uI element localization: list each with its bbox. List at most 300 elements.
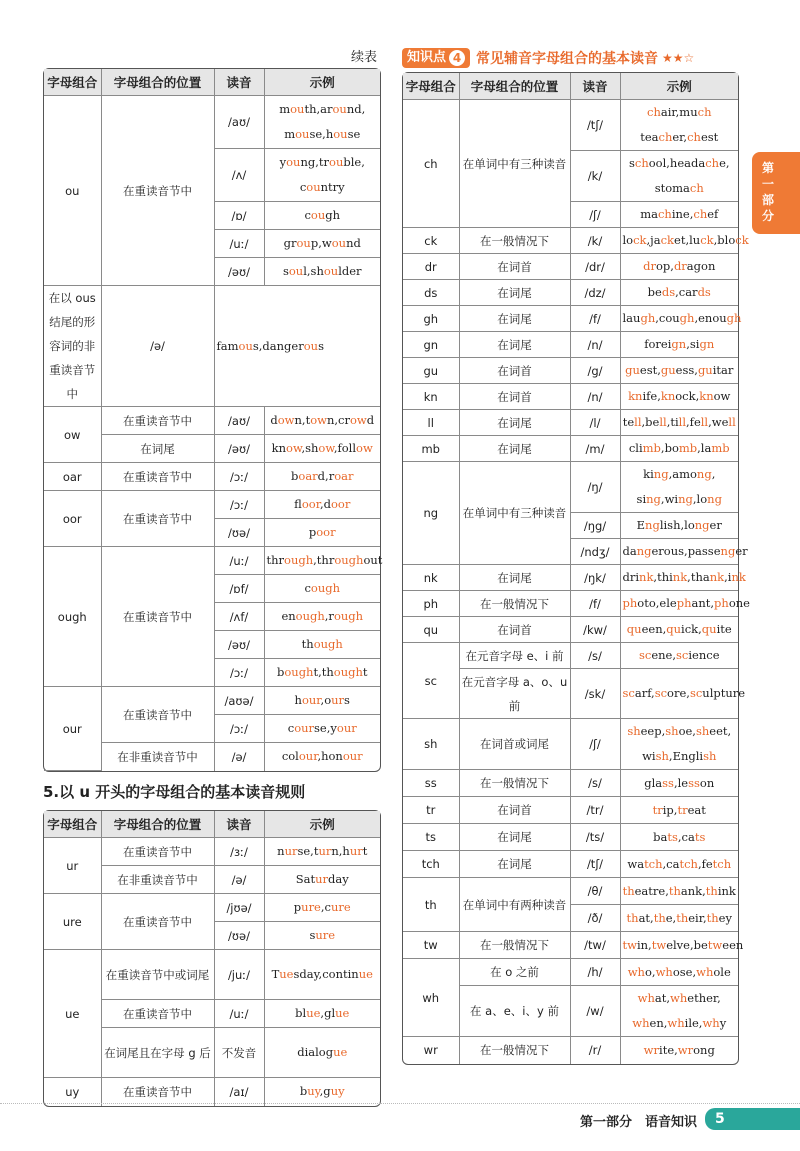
example-text: y — [279, 155, 287, 169]
u-combo-table — [44, 811, 380, 1106]
position-cell: 在元音字母 a、o、u 前 — [459, 669, 570, 719]
highlighted-letters: ph — [622, 596, 638, 610]
example-cell — [620, 202, 738, 228]
example-text: si — [636, 492, 647, 506]
highlighted-letters: our — [301, 693, 321, 707]
pronunciation-cell: /ə/ — [101, 286, 214, 407]
header-example: 示例 — [264, 69, 380, 96]
example-text: ey — [718, 910, 732, 925]
example-text: ant, — [691, 596, 715, 610]
example-text: erous,passe — [651, 544, 721, 558]
header-pronunciation: 读音 — [570, 73, 620, 100]
example-text: ,foll — [333, 441, 357, 455]
pronunciation-cell: /tʃ/ — [570, 100, 620, 151]
highlighted-letters: our — [336, 721, 357, 735]
table-row — [403, 719, 738, 770]
example-text: oe, — [678, 724, 696, 738]
example-text: te — [622, 415, 635, 429]
letter-combo-cell: tr — [403, 797, 459, 824]
table-row — [403, 959, 738, 986]
example-cell — [264, 838, 380, 866]
highlighted-letters: ph — [714, 596, 729, 610]
letter-combo-cell: wh — [403, 959, 459, 1037]
position-cell: 在词尾 — [459, 824, 570, 851]
position-cell: 在重读音节中 — [101, 838, 214, 866]
example-cell — [620, 824, 738, 851]
table-row — [403, 565, 738, 591]
position-cell: 在词首 — [459, 617, 570, 643]
pronunciation-cell: /n/ — [570, 332, 620, 358]
highlighted-letters: ue — [335, 1006, 350, 1020]
example-text: day — [328, 872, 349, 886]
position-cell: 在一般情况下 — [459, 932, 570, 959]
highlighted-letters: kn — [699, 389, 714, 403]
highlighted-letters: ch — [693, 207, 708, 221]
example-text: ,thr — [313, 553, 335, 567]
example-cell — [620, 436, 738, 462]
highlighted-letters: sh — [665, 724, 679, 738]
example-text: ,we — [708, 415, 729, 429]
highlighted-letters: ng — [694, 518, 710, 532]
table-body — [403, 100, 750, 1064]
example-text: ick, — [681, 622, 702, 636]
position-cell: 在 a、e、i、y 前 — [459, 986, 570, 1037]
example-text: ine, — [671, 207, 694, 221]
example-text: ite, — [659, 1042, 678, 1057]
header-position: 字母组合的位置 — [101, 811, 214, 838]
highlighted-letters: ch — [687, 130, 701, 144]
highlighted-letters: gu — [625, 363, 640, 377]
example-cell — [620, 100, 738, 151]
letter-combo-cell: ll — [403, 410, 459, 436]
position-cell: 在以 ous 结尾的形容词的非重读音节中 — [44, 286, 101, 407]
example-cell — [620, 851, 738, 878]
highlighted-letters: our — [298, 749, 318, 764]
pronunciation-cell: /ɔː/ — [214, 659, 264, 687]
example-text: ,bo — [660, 441, 679, 455]
table-row — [403, 643, 738, 669]
table-row — [44, 286, 380, 407]
highlighted-letters: ts — [667, 829, 678, 844]
letter-combo-cell: oar — [44, 463, 101, 491]
pronunciation-cell: /əʊ/ — [214, 258, 264, 286]
highlighted-letters: wh — [670, 991, 688, 1005]
example-text: oto,ele — [637, 596, 677, 610]
highlighted-letters: ow — [310, 413, 327, 427]
example-text: l,sh — [303, 264, 324, 278]
example-text: est — [700, 130, 719, 144]
highlighted-letters: sc — [654, 686, 668, 700]
highlighted-letters: ng — [653, 467, 669, 481]
highlighted-letters: ds — [697, 285, 711, 299]
table-row — [44, 894, 380, 922]
table-row — [403, 436, 738, 462]
ou-combo-table-frame — [43, 68, 381, 772]
table-row — [403, 332, 738, 358]
highlighted-letters: ou — [303, 338, 319, 353]
example-cell — [264, 659, 380, 687]
example-text: ore, — [667, 686, 690, 700]
highlighted-letters: th — [668, 883, 681, 898]
consonant-combo-table-frame — [402, 72, 750, 1065]
header-pronunciation: 读音 — [214, 811, 264, 838]
example-text: ,tha — [687, 570, 710, 584]
header-combo: 字母组合 — [44, 811, 101, 838]
pronunciation-cell: /əʊ/ — [214, 435, 264, 463]
pronunciation-cell: /juː/ — [214, 950, 264, 1000]
highlighted-letters: gh — [726, 311, 742, 325]
position-cell: 在词尾 — [101, 435, 214, 463]
highlighted-letters: wr — [643, 1042, 660, 1057]
highlighted-letters: ng — [696, 467, 712, 481]
pronunciation-cell: /l/ — [570, 410, 620, 436]
highlighted-letters: ng — [678, 492, 693, 506]
example-text: d — [366, 413, 375, 427]
example-text: ,wi — [660, 492, 679, 506]
position-cell: 在重读音节中或词尾 — [101, 950, 214, 1000]
example-cell — [264, 575, 380, 603]
example-text: ,be — [641, 415, 660, 429]
example-text: be — [647, 285, 662, 299]
position-cell: 在重读音节中 — [101, 1000, 214, 1028]
example-text: ba — [653, 829, 668, 844]
letter-combo-cell: th — [403, 878, 459, 932]
highlighted-letters: tch — [644, 856, 663, 871]
example-text: ulpture — [702, 686, 746, 700]
example-cell — [620, 643, 738, 669]
highlighted-letters: ure — [301, 900, 321, 914]
example-text: ntry — [320, 180, 345, 194]
example-text: ,car — [675, 285, 698, 299]
pronunciation-cell: /əʊ/ — [214, 631, 264, 659]
highlighted-letters: tw — [622, 937, 637, 952]
example-text: lo — [622, 233, 634, 247]
example-cell — [620, 617, 738, 643]
highlighted-letters: ur — [318, 844, 332, 858]
example-text: ose, — [672, 964, 697, 979]
letter-combo-cell: dr — [403, 254, 459, 280]
highlighted-letters: ow — [356, 441, 373, 455]
example-cell — [264, 519, 380, 547]
highlighted-letters: ue — [279, 967, 294, 981]
example-cell — [264, 743, 380, 771]
example-text: ,Engli — [668, 749, 704, 763]
example-cell — [264, 230, 380, 258]
pronunciation-cell: /ʌf/ — [214, 603, 264, 631]
position-cell: 在单词中有三种读音 — [459, 462, 570, 565]
pronunciation-cell: 不发音 — [214, 1028, 264, 1078]
highlighted-letters: ll — [634, 415, 642, 429]
example-text: ole — [713, 964, 731, 979]
example-text: ,le — [673, 775, 689, 790]
example-text: eep, — [640, 724, 666, 738]
example-cell — [264, 1078, 380, 1106]
letter-combo-cell: ds — [403, 280, 459, 306]
table-body — [44, 96, 383, 771]
example-cell — [264, 258, 380, 286]
example-cell — [264, 922, 380, 950]
example-text: gla — [644, 775, 663, 790]
example-text: ,la — [697, 441, 712, 455]
highlighted-letters: ss — [662, 775, 674, 790]
example-text: t — [362, 665, 368, 679]
example-text: ene, — [651, 648, 677, 662]
example-text: t — [362, 844, 368, 858]
highlighted-letters: qu — [666, 622, 682, 636]
letter-combo-cell: ts — [403, 824, 459, 851]
example-cell — [264, 894, 380, 922]
example-text: se,y — [314, 721, 337, 735]
highlighted-letters: kn — [628, 389, 643, 403]
example-text: ,ca — [677, 829, 695, 844]
example-cell — [620, 539, 748, 565]
position-cell: 在重读音节中 — [101, 547, 214, 687]
highlighted-letters: oar — [298, 469, 318, 483]
table-row — [403, 254, 738, 280]
position-cell: 在词首或词尾 — [459, 719, 570, 770]
table-row — [44, 491, 380, 519]
header-combo: 字母组合 — [403, 73, 459, 100]
letter-combo-cell: ph — [403, 591, 459, 617]
highlighted-letters: ts — [694, 829, 706, 844]
example-cell — [620, 332, 738, 358]
example-text: p — [293, 900, 302, 914]
highlighted-letters: ough — [295, 609, 325, 623]
table-row — [44, 838, 380, 866]
highlighted-letters: wh — [627, 964, 645, 979]
example-text: ank, — [680, 883, 706, 898]
position-cell: 在词首 — [459, 254, 570, 280]
highlighted-letters: nk — [639, 570, 654, 584]
highlighted-letters: dr — [643, 259, 656, 273]
highlighted-letters: gn — [671, 337, 687, 351]
highlighted-letters: ow — [318, 441, 334, 455]
example-text: forei — [644, 337, 672, 351]
example-text: er, — [672, 130, 688, 144]
highlighted-letters: tr — [677, 802, 688, 817]
table-row — [44, 687, 380, 715]
example-text: h — [294, 693, 302, 707]
example-text: n,h — [331, 844, 350, 858]
example-text: t,th — [313, 665, 334, 679]
pronunciation-cell: /ə/ — [214, 743, 264, 771]
highlighted-letters: tw — [651, 937, 667, 952]
example-text: b — [276, 665, 285, 679]
example-cell — [620, 151, 738, 202]
example-text: dialog — [297, 1045, 334, 1059]
example-cell — [264, 149, 380, 202]
position-cell: 在词尾 — [459, 410, 570, 436]
highlighted-letters: oor — [330, 497, 351, 511]
table-row — [44, 463, 380, 491]
table-row — [403, 851, 738, 878]
example-cell — [620, 986, 738, 1037]
pronunciation-cell: /ndʒ/ — [570, 539, 620, 565]
pronunciation-cell: /tʃ/ — [570, 851, 620, 878]
pronunciation-cell: /uː/ — [214, 1000, 264, 1028]
highlighted-letters: ur — [349, 844, 363, 858]
highlighted-letters: ch — [697, 105, 712, 119]
page-number-tab — [705, 1108, 800, 1130]
example-text: col — [281, 749, 299, 764]
knowledge-point-header — [402, 48, 739, 68]
table-row — [44, 407, 380, 435]
example-text: se — [347, 127, 361, 141]
example-cell — [620, 905, 738, 932]
example-text: ,o — [320, 693, 332, 707]
pronunciation-cell: /ŋ/ — [570, 462, 620, 513]
highlighted-letters: ue — [358, 967, 373, 981]
highlighted-letters: gh — [640, 311, 656, 325]
letter-combo-cell: oor — [44, 491, 101, 547]
example-text: er — [735, 544, 748, 558]
highlighted-letters: qu — [626, 622, 642, 636]
pronunciation-cell: /ɔː/ — [214, 715, 264, 743]
pronunciation-cell: /ʃ/ — [570, 202, 620, 228]
example-text: ,fe — [697, 856, 713, 871]
example-cell — [214, 286, 324, 407]
highlighted-letters: tw — [707, 937, 723, 952]
example-text: E — [636, 518, 646, 532]
knowledge-point-title: 常见辅音字母组合的基本读音 — [476, 51, 659, 67]
example-text: ,r — [324, 609, 334, 623]
position-cell: 在非重读音节中 — [101, 866, 214, 894]
pronunciation-cell: /g/ — [570, 358, 620, 384]
example-text: d,r — [317, 469, 335, 483]
highlighted-letters: ng — [636, 544, 652, 558]
position-cell: 在重读音节中 — [101, 96, 214, 286]
example-text: ong — [693, 1042, 715, 1057]
example-text: T — [271, 967, 280, 981]
header-pronunciation: 读音 — [214, 69, 264, 96]
pronunciation-cell: /ʊə/ — [214, 922, 264, 950]
example-cell — [620, 770, 738, 797]
pronunciation-cell: /dz/ — [570, 280, 620, 306]
example-cell — [264, 491, 380, 519]
highlighted-letters: ur — [284, 844, 298, 858]
position-cell: 在单词中有两种读音 — [459, 878, 570, 932]
example-text: arf, — [634, 686, 655, 700]
letter-combo-cell: ou — [44, 96, 101, 286]
example-text: ,ca — [662, 856, 680, 871]
knowledge-point-number: 4 — [449, 50, 465, 66]
position-cell: 在词尾 — [459, 332, 570, 358]
example-text: eir, — [688, 910, 707, 925]
example-text: ,sh — [301, 441, 319, 455]
example-text: ink — [717, 883, 736, 898]
example-cell — [620, 306, 742, 332]
highlighted-letters: ough — [334, 553, 364, 567]
highlighted-letters: sc — [689, 686, 703, 700]
example-text: ,lo — [692, 492, 708, 506]
letter-combo-cell: mb — [403, 436, 459, 462]
position-cell: 在重读音节中 — [101, 491, 214, 547]
pronunciation-cell: /uː/ — [214, 547, 264, 575]
example-text: n — [277, 844, 285, 858]
example-cell — [620, 565, 746, 591]
pronunciation-cell: /aʊ/ — [214, 96, 264, 149]
example-text: eat — [687, 802, 706, 817]
example-text: th,ar — [304, 102, 333, 116]
example-text: p,w — [310, 236, 332, 250]
example-text: ,c — [320, 900, 331, 914]
example-text: se,t — [297, 844, 319, 858]
table-row — [44, 96, 380, 149]
example-text: ,si — [686, 337, 700, 351]
letter-combo-cell: ch — [403, 100, 459, 228]
example-text: fl — [294, 497, 302, 511]
highlighted-letters: ou — [238, 338, 253, 353]
example-text: thr — [266, 553, 285, 567]
highlighted-letters: ds — [661, 285, 676, 299]
example-text: m — [279, 102, 291, 116]
example-cell — [264, 950, 380, 1000]
position-cell: 在重读音节中 — [101, 407, 214, 435]
example-text: n,t — [294, 413, 311, 427]
position-cell: 在一般情况下 — [459, 770, 570, 797]
knowledge-point-badge — [402, 48, 470, 68]
pronunciation-cell: /n/ — [570, 384, 620, 410]
letter-combo-cell: sh — [403, 719, 459, 770]
highlighted-letters: wh — [637, 991, 655, 1005]
highlighted-letters: th — [705, 883, 718, 898]
pronunciation-cell: /sk/ — [570, 669, 620, 719]
table-row — [403, 797, 738, 824]
example-cell — [620, 462, 738, 513]
letter-combo-cell: ck — [403, 228, 459, 254]
highlighted-letters: ch — [689, 181, 704, 195]
example-text: c — [299, 180, 307, 194]
letter-combo-cell: tch — [403, 851, 459, 878]
highlighted-letters: ou — [310, 208, 326, 222]
example-cell — [264, 631, 380, 659]
example-text: on — [699, 775, 715, 790]
highlighted-letters: ll — [659, 415, 667, 429]
example-text: eet, — [709, 724, 732, 738]
highlighted-letters: uy — [330, 1084, 345, 1099]
table-row — [403, 617, 738, 643]
highlighted-letters: ou — [295, 127, 310, 141]
example-text: sday,contin — [293, 967, 359, 981]
example-text: b — [299, 1084, 308, 1099]
example-cell — [620, 719, 738, 770]
highlighted-letters: mb — [642, 441, 661, 455]
example-text: ife, — [642, 389, 661, 403]
example-cell — [264, 202, 380, 230]
example-text: s — [282, 264, 289, 278]
highlighted-letters: gn — [699, 337, 715, 351]
pronunciation-cell: /θ/ — [570, 878, 620, 905]
highlighted-letters: tch — [679, 856, 698, 871]
highlighted-letters: th — [676, 910, 689, 925]
highlighted-letters: ough — [284, 665, 314, 679]
pronunciation-cell: /ɒ/ — [214, 202, 264, 230]
example-text: agon — [686, 259, 716, 273]
highlighted-letters: ou — [290, 102, 305, 116]
table-row — [403, 591, 738, 617]
pronunciation-cell: /ts/ — [570, 824, 620, 851]
example-text: lau — [622, 311, 641, 325]
example-text: ,ja — [646, 233, 661, 247]
highlighted-letters: ou — [306, 180, 321, 194]
pronunciation-cell: /dr/ — [570, 254, 620, 280]
position-cell: 在词尾 — [459, 436, 570, 462]
highlighted-letters: sh — [695, 724, 710, 738]
example-text: ess, — [675, 363, 698, 377]
u-combo-table-frame — [43, 810, 381, 1107]
highlighted-letters: th — [622, 883, 635, 898]
highlighted-letters: th — [626, 910, 639, 925]
